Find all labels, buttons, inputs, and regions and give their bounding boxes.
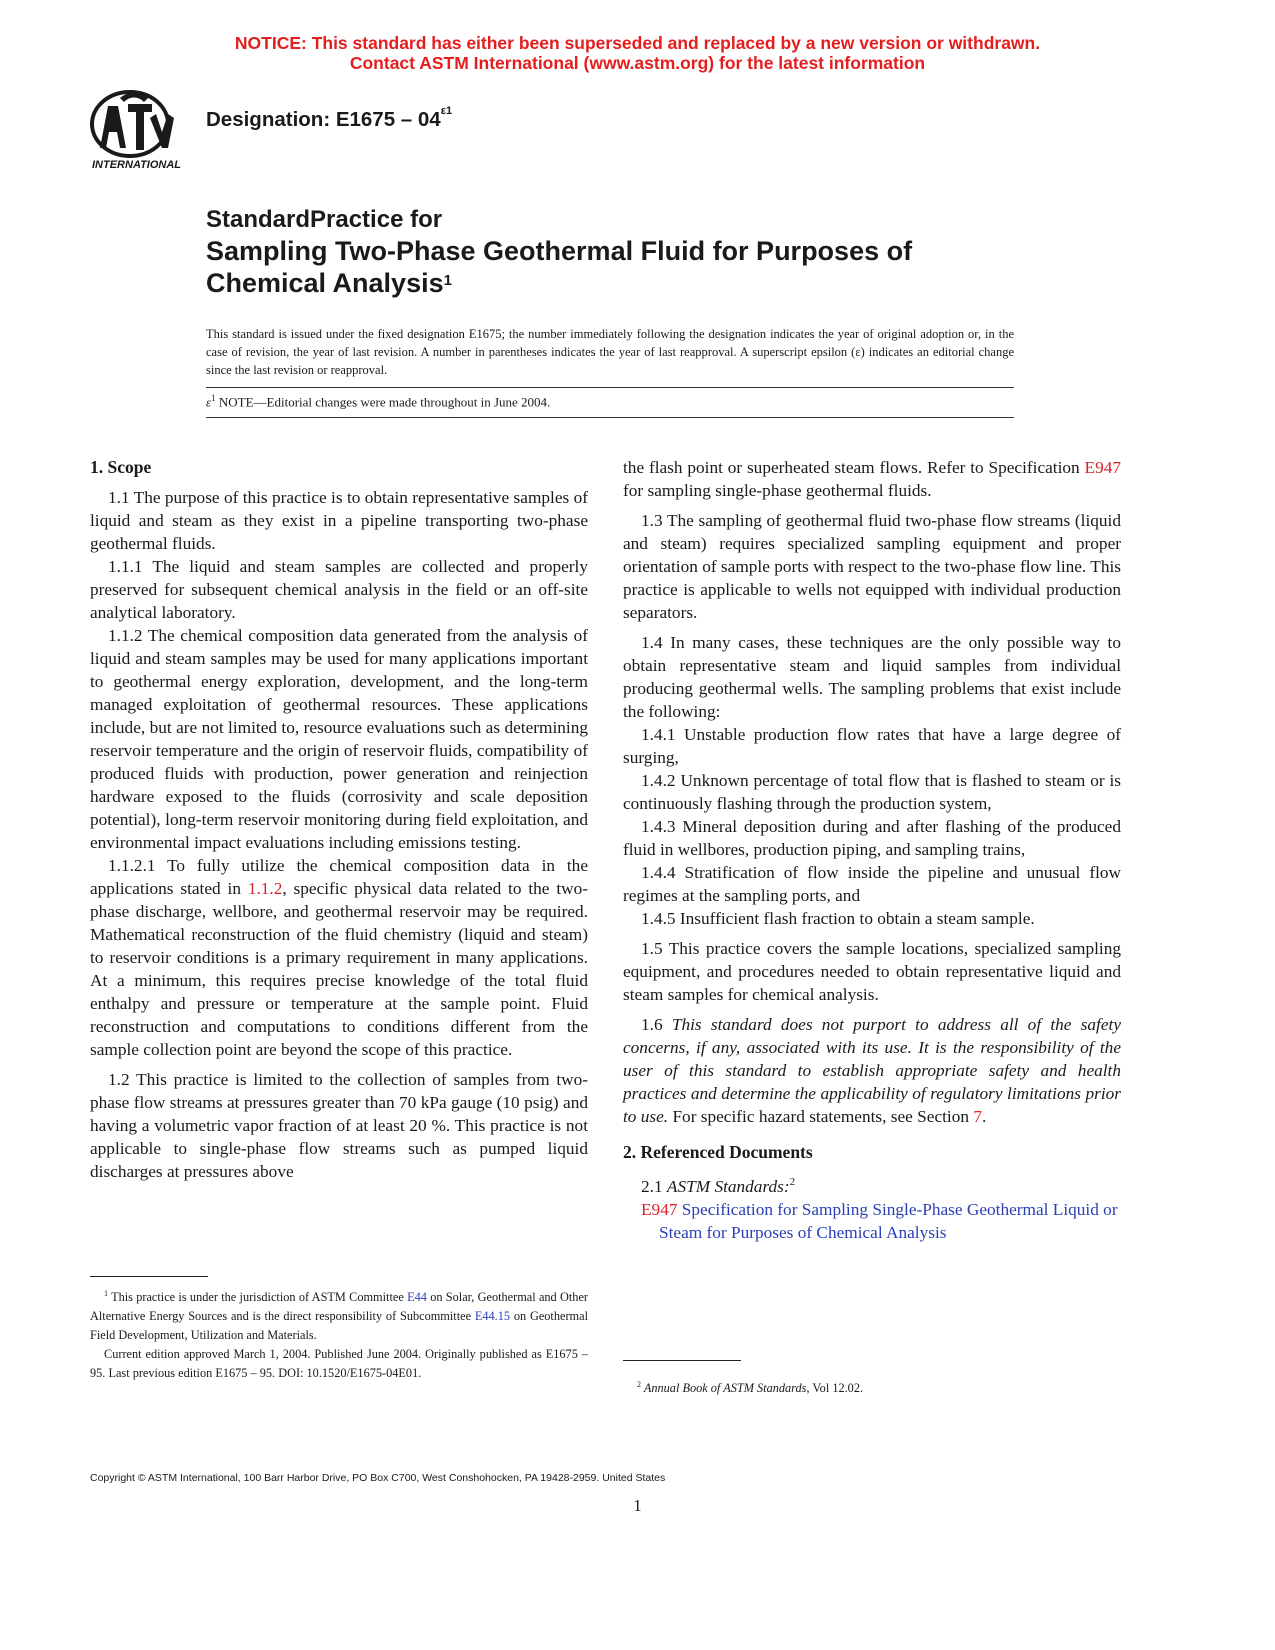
paragraph-1-2: 1.2 This practice is limited to the collection of samples from two-phase flow streams at pressures greater than 70 kPa gauge (10 psig) and having a volumetric vapor fraction of at least 20 %. This practice is not applicable to single-phase flow streams such as pumped liquid discharges at pressures above: [90, 1070, 588, 1181]
paragraph-number: 2.1: [641, 1176, 667, 1196]
e947-link[interactable]: E947: [1084, 458, 1121, 477]
footnote-2-text: [623, 1375, 1121, 1398]
epsilon-sup: 1: [211, 393, 216, 403]
footnote-divider: [623, 1360, 741, 1361]
safety-statement: This standard does not purport to address all of the safety concerns, if any, associated with its use. It is the responsibility of the user of this standard to establish appropriate safety and health practices and determine the applicability of regulatory limitations prior to use.: [623, 1015, 1122, 1126]
paragraph-1-4-5: 1.4.5 Insufficient flash fraction to obtain a steam sample.: [641, 909, 1035, 928]
designation-superscript: ε1: [440, 105, 453, 117]
section-link-1-1-2[interactable]: 1.1.2: [247, 879, 283, 898]
footnote-2: [623, 1375, 1121, 1398]
notice-line-1: NOTICE: This standard has either been superseded and replaced by a new version or withdrawn.: [234, 33, 1041, 53]
footnote-mark: 2: [637, 1380, 641, 1389]
designation: [206, 105, 453, 132]
footnote-text: , Vol 12.02.: [806, 1381, 864, 1396]
paragraph-1-4-1: 1.4.1 Unstable production flow rates that have a large degree of surging,: [623, 725, 1121, 767]
paragraph-1-4: 1.4 In many cases, these techniques are the only possible way to obtain representative steam and liquid samples from individual producing geothermal wells. The sampling problems that exist include the following:: [623, 633, 1121, 721]
editorial-note: [206, 393, 550, 410]
footnote-text: on Geothermal Field Development, Utilization and Materials.: [90, 1309, 588, 1343]
reference-code[interactable]: E947: [641, 1199, 678, 1219]
paragraph-2-1: [623, 1171, 1121, 1198]
copyright: Copyright © ASTM International, 100 Barr Harbor Drive, PO Box C700, West Conshohocken, PA 19428-2959. United States: [90, 1472, 666, 1484]
paragraph-text: 1.1.2.1 To fully utilize the chemical composition data in the applications stated in: [90, 856, 588, 898]
paragraph-1-5: 1.5 This practice covers the sample locations, specialized sampling equipment, and procedures needed to obtain representative liquid and steam samples for chemical analysis.: [623, 939, 1121, 1004]
footnote-1: [90, 1284, 588, 1383]
astm-standards-label: ASTM Standards:: [666, 1176, 790, 1196]
paragraph-text: the flash point or superheated steam flows. Refer to Specification: [623, 458, 1085, 477]
paragraph-text: for sampling single-phase geothermal fluids.: [623, 481, 932, 500]
editorial-note-text: NOTE—Editorial changes were made throughout in June 2004.: [215, 394, 551, 410]
section-link-7[interactable]: 7: [973, 1107, 982, 1126]
title-footnote-mark: 1: [443, 272, 452, 289]
footnote-1-edition: Current edition approved March 1, 2004. Published June 2004. Originally published as E1675 – 95. Last previous edition E1675 – 95. DOI: 10.1520/E1675-04E01.: [90, 1347, 588, 1381]
withdrawn-notice: [0, 33, 1275, 73]
paragraph-1-1-2: 1.1.2 The chemical composition data generated from the analysis of liquid and steam samples may be used for many applications important to geothermal energy exploration, development, and the long-term managed exploitation of geothermal resources. These applications include, but are not limited to, resource evaluations such as determining reservoir temperature and the origin of reservoir fluids, compatibility of produced fluids with production, power generation and reinjection hardware exposed to the fluids (corrosivity and scale deposition potential), long-term reservoir monitoring during field exploitation, and environmental impact evaluations including emissions testing.: [90, 626, 588, 852]
document-title: [206, 205, 1106, 299]
paragraph-1-3: 1.3 The sampling of geothermal fluid two-phase flow streams (liquid and steam) requires specialized sampling equipment and proper orientation of sample ports with respect to the two-phase flow line. This practice is applicable to wells not equipped with individual production separators.: [623, 511, 1121, 622]
reference-title[interactable]: Specification for Sampling Single-Phase Geothermal Liquid or Steam for Purposes of Chemical Analysis: [659, 1199, 1118, 1242]
epsilon-mark: ε: [206, 394, 212, 410]
committee-e44-link[interactable]: E44: [407, 1290, 427, 1305]
footnote-text: This practice is under the jurisdiction of ASTM Committee: [108, 1290, 408, 1305]
notice-line-2: Contact ASTM International (www.astm.org) for the latest information: [349, 53, 926, 73]
subcommittee-e44-15-link[interactable]: E44.15: [474, 1309, 511, 1324]
issuance-statement: This standard is issued under the fixed designation E1675; the number immediately following the designation indicates the year of original adoption or, in the case of revision, the year of last revision. A number in parentheses indicates the year of last reapproval. A superscript epsilon (ε) indicates an editorial change since the last revision or reapproval.: [206, 327, 1014, 377]
paragraph-1-4-4: 1.4.4 Stratification of flow inside the pipeline and unusual flow regimes at the sampling ports, and: [623, 863, 1121, 905]
paragraph-text: .: [981, 1107, 987, 1126]
footnote-1-text: [90, 1284, 588, 1345]
paragraph-1-1-2-1: [90, 854, 588, 1061]
paragraph-text: , specific physical data related to the two-phase discharge, wellbore, and geothermal reservoir may be required. Mathematical reconstruction of the fluid chemistry (liquid and steam) to reservoir conditions is a primary requirement in many applications. At a minimum, this requires precise knowledge of the total fluid enthalpy and pressure or temperature at the sample point. Fluid reconstruction and computations to conditions different from the sample collection point are beyond the scope of this practice.: [90, 879, 588, 1059]
page-number: 1: [633, 1496, 642, 1515]
divider: [206, 387, 1014, 388]
reference-e947[interactable]: [623, 1198, 1121, 1244]
paragraph-1-1-1: 1.1.1 The liquid and steam samples are collected and properly preserved for subsequent chemical analysis in the field or an off-site analytical laboratory.: [90, 557, 588, 622]
title-line-2: Sampling Two-Phase Geothermal Fluid for Purposes of: [206, 236, 913, 266]
title-line-1: StandardPractice for: [206, 206, 443, 233]
section-heading-referenced-documents: 2. Referenced Documents: [623, 1142, 813, 1162]
footnote-ref-2: 2: [789, 1176, 796, 1188]
section-heading-scope: 1. Scope: [90, 457, 152, 477]
paragraph-1-6: [623, 1013, 1121, 1128]
footnote-italic: Annual Book of ASTM Standards: [641, 1381, 807, 1396]
left-column: [90, 456, 588, 1183]
title-line-3-text: Chemical Analysis: [206, 268, 444, 298]
footnote-mark: 1: [104, 1289, 108, 1298]
paragraph-1-2-continued: [623, 456, 1121, 502]
paragraph-1-1: 1.1 The purpose of this practice is to obtain representative samples of liquid and steam as they exist in a pipeline transporting two-phase geothermal fluids.: [90, 488, 588, 553]
footnote-divider: [90, 1276, 208, 1277]
paragraph-text: For specific hazard statements, see Section: [668, 1107, 974, 1126]
divider: [206, 417, 1014, 418]
paragraph-1-4-3: 1.4.3 Mineral deposition during and after flashing of the produced fluid in wellbores, production piping, and sampling trains,: [623, 817, 1121, 859]
footnote-text: on Solar, Geothermal and Other Alternative Energy Sources and is the direct responsibility of Subcommittee: [90, 1290, 588, 1324]
paragraph-number: 1.6: [641, 1015, 672, 1034]
astm-logo-icon: [90, 88, 190, 173]
right-column: [623, 456, 1121, 1244]
designation-label: Designation: E1675 – 04: [206, 108, 441, 131]
title-line-3: [206, 267, 1106, 299]
paragraph-1-4-2: 1.4.2 Unknown percentage of total flow that is flashed to steam or is continuously flashing through the production system,: [623, 771, 1121, 813]
logo-text: INTERNATIONAL: [92, 159, 182, 171]
